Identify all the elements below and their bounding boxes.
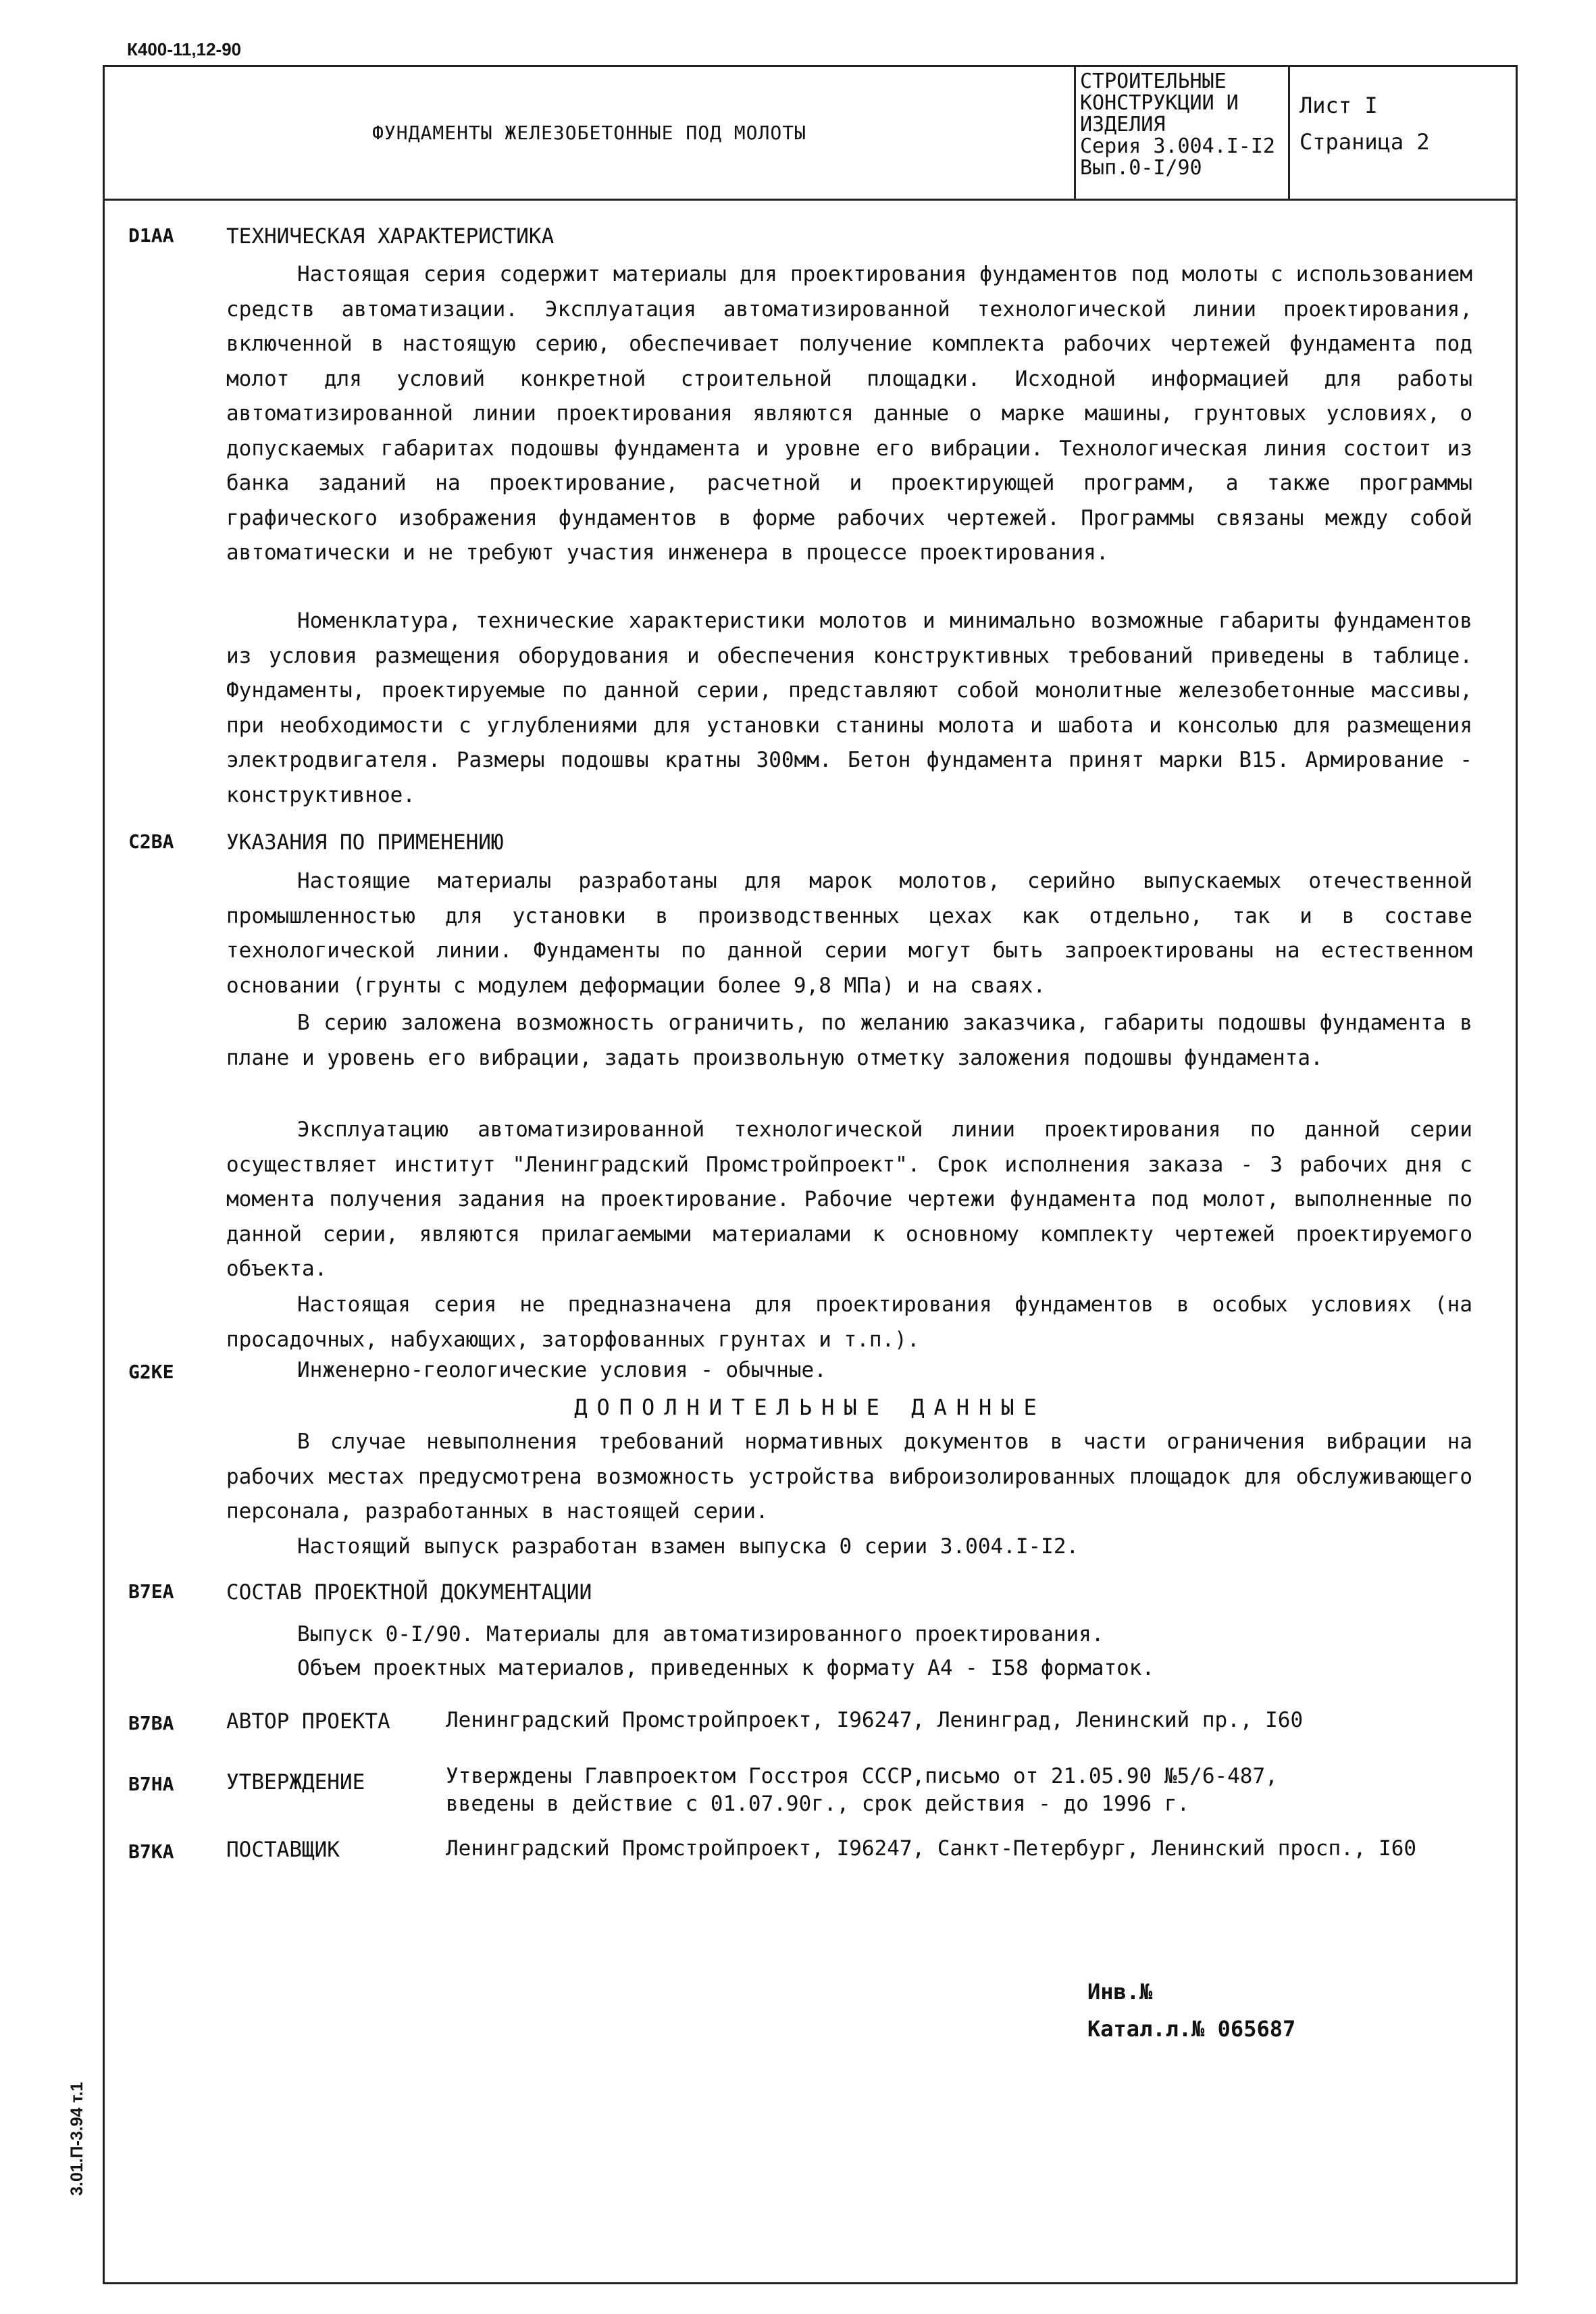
supplier-value: Ленинградский Промстройпроект, I96247, Санкт-Петербург, Ленинский просп., I60	[446, 1836, 1417, 1861]
section-label-supplier: ПОСТАВЩИК	[226, 1838, 340, 1862]
author-value: Ленинградский Промстройпроект, I96247, Ленинград, Ленинский пр., I60	[446, 1708, 1304, 1732]
sheet-number: Лист I	[1299, 93, 1378, 118]
section-code-tech: D1AA	[128, 224, 174, 247]
catalog-number: Катал.л.№ 065687	[1087, 2016, 1296, 2042]
approval-value-2: введены в действие с 01.07.90г., срок действия - до 1996 г.	[446, 1792, 1190, 1816]
tech-paragraph-1: Настоящая серия содержит материалы для проектирования фундаментов под молоты с использованием средств автоматизации. Эксплуатация автоматизированной технологической линии проектирования, включенной в настоящую серию, обеспечивает получение комплекта рабочих чертежей фундамента под молот для условий конкретной строительной площадки. Исходной информацией для работы автоматизированной линии проектирования являются данные о марке машины, грунтовых условиях, о допускаемых габаритах подошвы фундамента и уровне его вибрации. Технологическая линия состоит из банка заданий на проектирование, расчетной и проектирующей программ, а также программы графического изображения фундаментов в форме рабочих чертежей. Программы связаны между собой автоматически и не требуют участия инженера в процессе проектирования.	[226, 262, 1472, 565]
issue-number: Вып.0-I/90	[1080, 156, 1202, 180]
section-code-author: B7BA	[128, 1712, 174, 1734]
series-box	[1074, 67, 1290, 199]
additional-paragraph-1: В случае невыполнения требований нормативных документов в части ограничения вибрации на рабочих местах предусмотрена возможность устройства виброизолированных площадок для обслуживающего персонала, разработанных в настоящей серии.	[226, 1430, 1472, 1524]
stamp-code-side: 3.01.П-3.94 т.1	[68, 2082, 86, 2196]
geo-conditions: Инженерно-геологические условия - обычные.	[297, 1358, 827, 1382]
section-code-approval: B7HA	[128, 1773, 174, 1795]
usage-paragraph-4: Настоящая серия не предназначена для проектирования фундаментов в особых условиях (на просадочных, набухающих, заторфованных грунтах и т.п.).	[226, 1292, 1472, 1352]
document-body	[105, 199, 1516, 2284]
docs-line-1: Выпуск 0-I/90. Материалы для автоматизированного проектирования.	[297, 1622, 1104, 1646]
usage-paragraph-1: Настоящие материалы разработаны для марок молотов, серийно выпускаемых отечественной промышленностью для установки в производственных цехах как отдельно, так и в составе технологической линии. Фундаменты по данной серии могут быть запроектированы на естественном основании (грунты с модулем деформации более 9,8 МПа) и на сваях.	[226, 869, 1472, 998]
usage-paragraph-2: В серию заложена возможность ограничить, по желанию заказчика, габариты подошвы фундамента в плане и уровень его вибрации, задать произвольную отметку заложения подошвы фундамента.	[226, 1011, 1472, 1070]
sheet-box	[1290, 67, 1518, 199]
section-code-usage: C2BA	[128, 830, 174, 853]
category-line-3: ИЗДЕЛИЯ	[1080, 113, 1166, 136]
category-line-2: КОНСТРУКЦИИ И	[1080, 91, 1239, 115]
title-block	[105, 67, 1516, 201]
category-line-1: СТРОИТЕЛЬНЫЕ	[1080, 70, 1227, 93]
section-heading-usage: УКАЗАНИЯ ПО ПРИМЕНЕНИЮ	[226, 830, 504, 855]
document-title: ФУНДАМЕНТЫ ЖЕЛЕЗОБЕТОННЫЕ ПОД МОЛОТЫ	[372, 122, 806, 144]
section-code-geo: G2KE	[128, 1361, 174, 1383]
additional-paragraph-2: Настоящий выпуск разработан взамен выпуска 0 серии 3.004.I-I2.	[297, 1534, 1079, 1559]
section-label-author: АВТОР ПРОЕКТА	[226, 1709, 390, 1734]
document-frame	[103, 65, 1518, 2284]
approval-value-1: Утверждены Главпроектом Госстроя СССР,письмо от 21.05.90 №5/6-487,	[446, 1764, 1278, 1788]
tech-paragraph-2: Номенклатура, технические характеристики молотов и минимально возможные габариты фундаментов из условия размещения оборудования и обеспечения конструктивных требований приведены в таблице. Фундаменты, проектируемые по данной серии, представляют собой монолитные железобетонные массивы, при необходимости с углублениями для установки станины молота и шабота и консолью для размещения электродвигателя. Размеры подошвы кратны 300мм. Бетон фундамента принят марки В15. Армирование - конструктивное.	[226, 609, 1472, 807]
page-number: Страница 2	[1299, 129, 1430, 155]
series-number: Серия 3.004.I-I2	[1080, 134, 1275, 158]
section-code-docs: B7EA	[128, 1580, 174, 1603]
docs-line-2: Объем проектных материалов, приведенных к формату А4 - I58 форматок.	[297, 1656, 1155, 1680]
section-heading-tech: ТЕХНИЧЕСКАЯ ХАРАКТЕРИСТИКА	[226, 224, 555, 249]
section-code-supplier: B7KA	[128, 1840, 174, 1863]
additional-data-title: ДОПОЛНИТЕЛЬНЫЕ ДАННЫЕ	[574, 1394, 1046, 1420]
usage-paragraph-3: Эксплуатацию автоматизированной технологической линии проектирования по данной серии осуществляет институт "Ленинградский Промстройпроект". Срок исполнения заказа - 3 рабочих дня с момента получения задания на проектирование. Рабочие чертежи фундамента под молот, выполненные по данной серии, являются прилагаемыми материалами к основному комплекту чертежей проектируемого объекта.	[226, 1117, 1472, 1281]
inventory-number: Инв.№	[1087, 1979, 1153, 2005]
section-label-approval: УТВЕРЖДЕНИЕ	[226, 1770, 365, 1794]
section-heading-docs: СОСТАВ ПРОЕКТНОЙ ДОКУМЕНТАЦИИ	[226, 1580, 592, 1605]
stamp-code-top: К400-11,12-90	[127, 39, 242, 59]
